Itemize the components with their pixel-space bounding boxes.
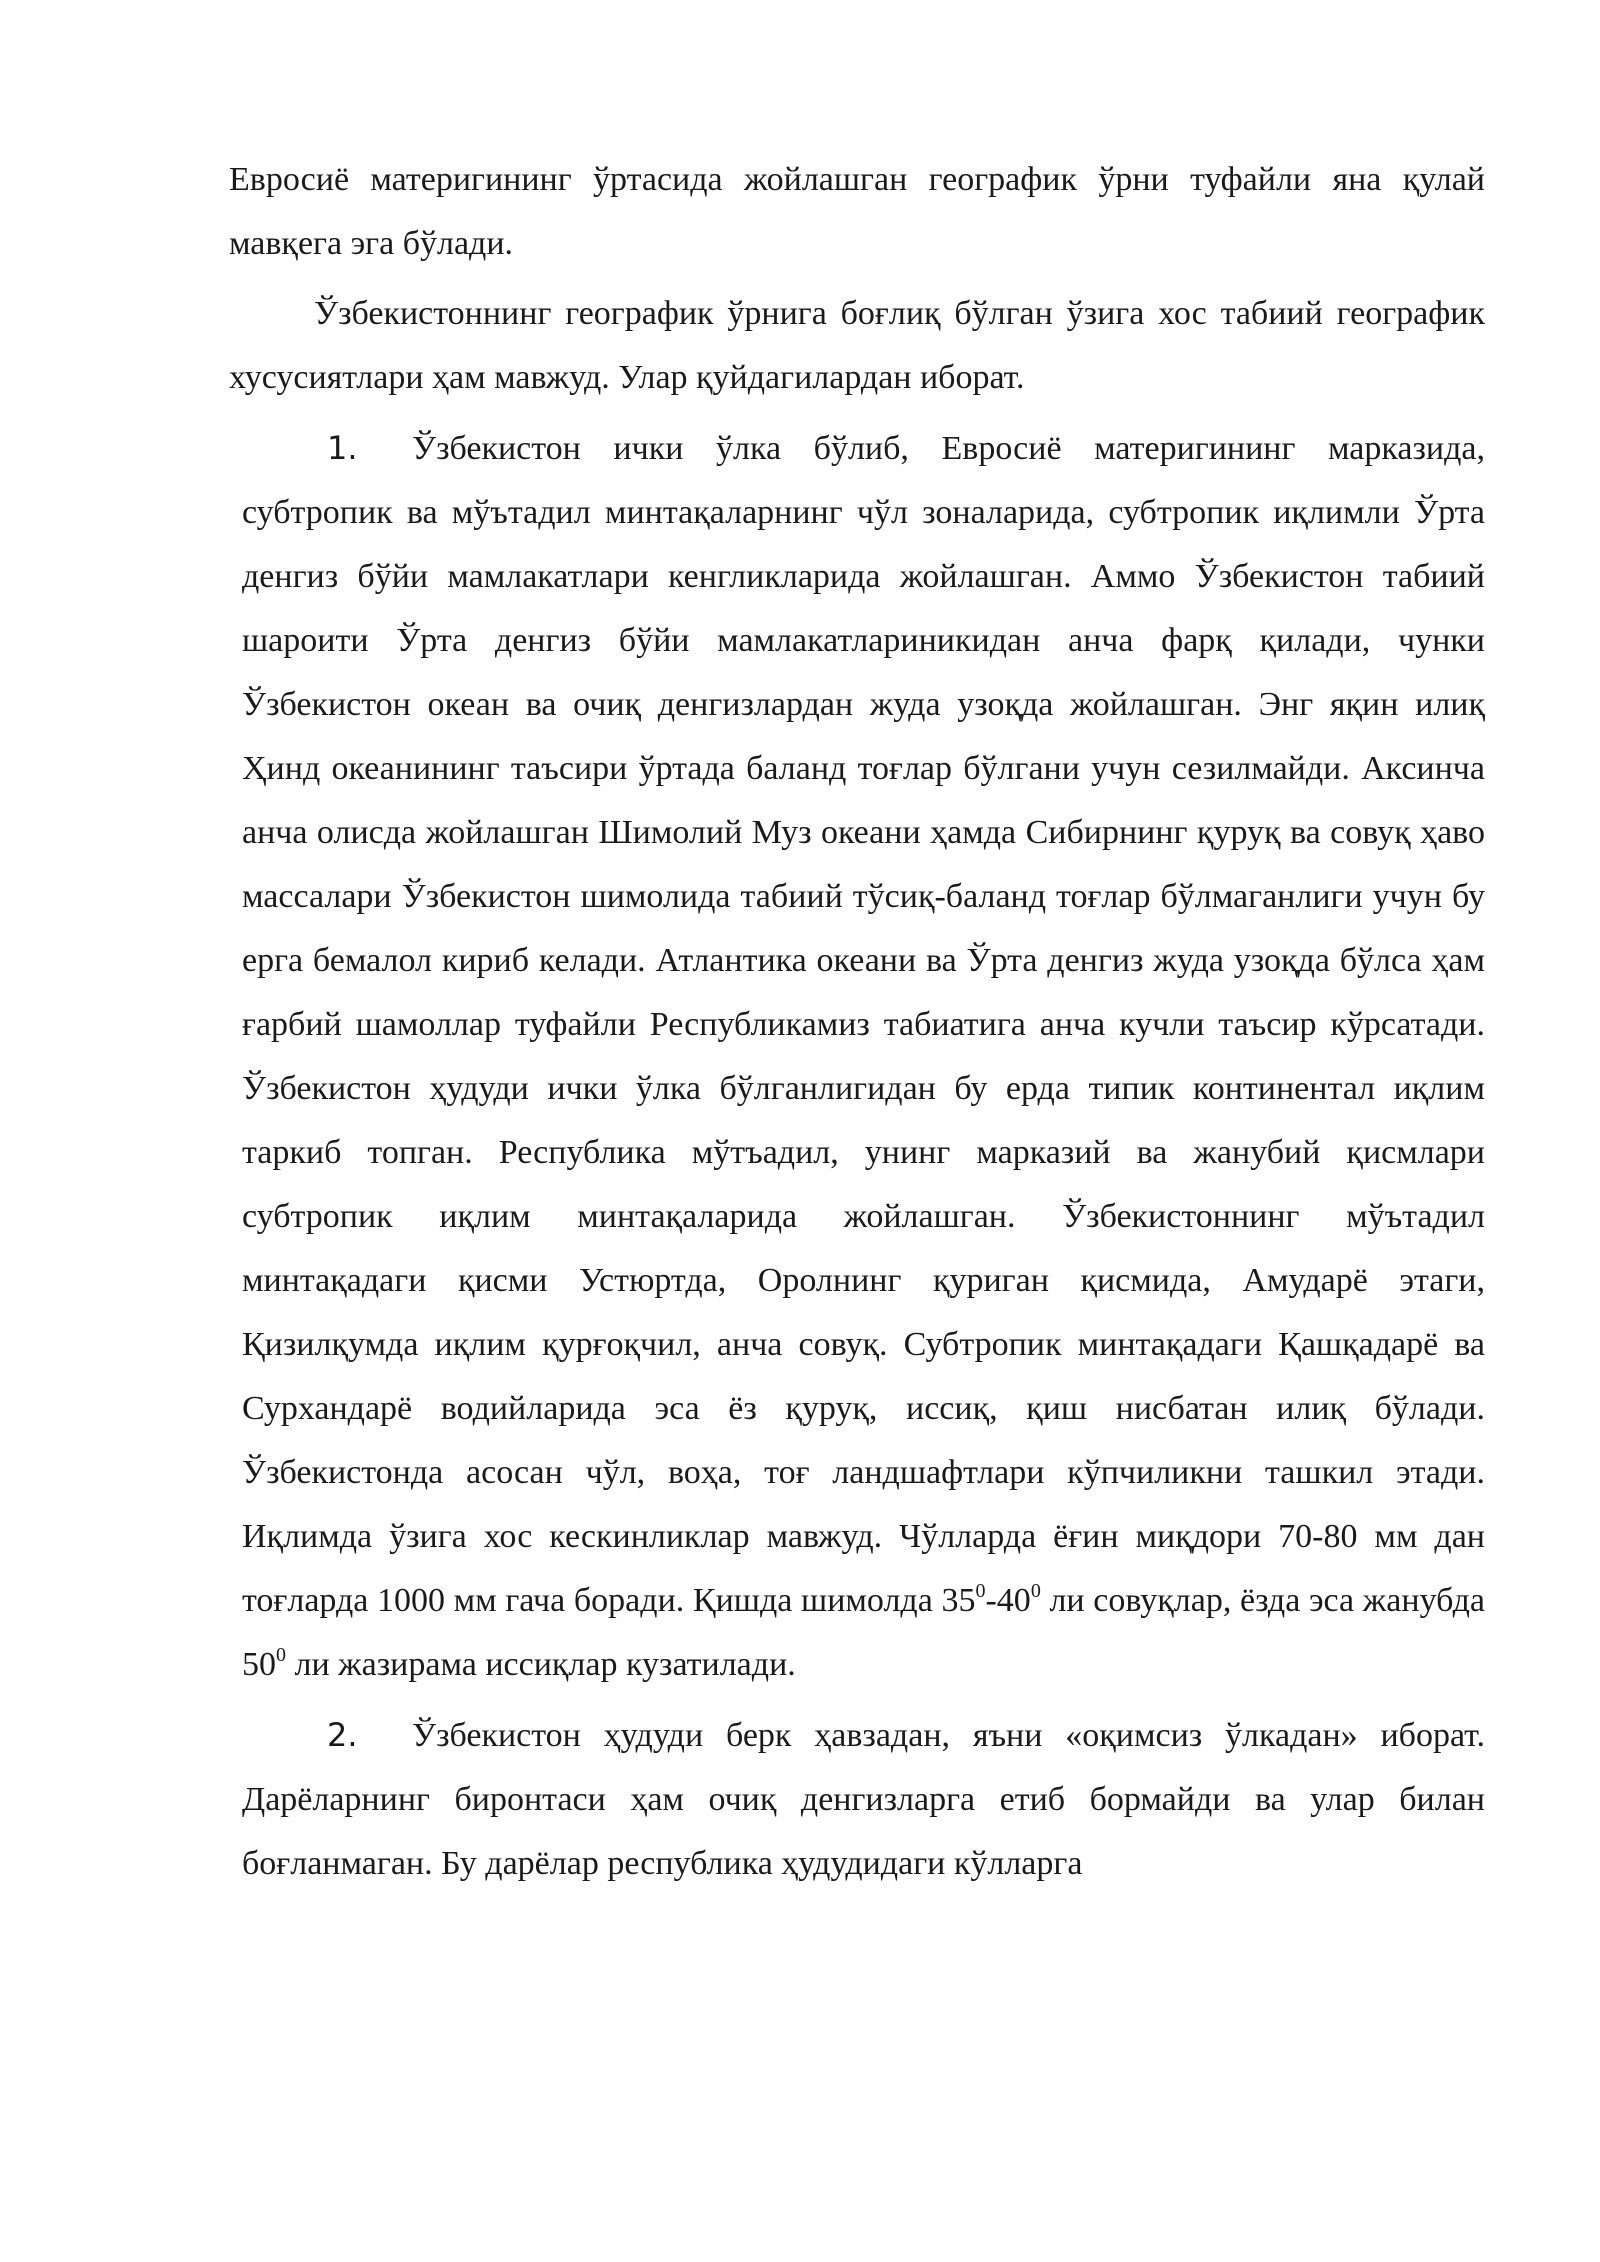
paragraph-intro: Ўзбекистоннинг географик ўрнига боғлиқ бўлган ўзига хос табиий географик хусусиятлари ҳам мавжуд. Улар қуйдагилардан иборат. (229, 295, 1485, 396)
list-item-text: -40 (985, 1582, 1031, 1619)
degree-superscript: 0 (1030, 1579, 1041, 1602)
document-body (229, 148, 1485, 1896)
list-item-text: ли жазирама иссиқлар кузатилади. (286, 1646, 796, 1683)
list-item-text: ли совуқлар, ёзда эса жанубда 50 (242, 1582, 1485, 1683)
list-item-1 (242, 416, 1485, 1697)
degree-superscript: 0 (276, 1643, 286, 1666)
degree-superscript: 0 (975, 1579, 986, 1602)
list-item-text: Ўзбекистон ички ўлка бўлиб, Евросиё материгининг марказида, субтропик ва мўътадил минтақаларнинг чўл зоналарида, субтропик иқлимли Ўрта денгиз бўйи мамлакатлари кенгликларида жойлашган. Аммо Ўзбекистон табиий шароити Ўрта денгиз бўйи мамлакатлариникидан анча фарқ қилади, чунки Ўзбекистон океан ва очиқ денгизлардан жуда узоқда жойлашган. Энг яқин илиқ Ҳинд океанининг таъсири ўртада баланд тоғлар бўлгани учун сезилмайди. Аксинча анча олисда жойлашган Шимолий Муз океани ҳамда Сибирнинг қуруқ ва совуқ ҳаво массалари Ўзбекистон шимолида табиий тўсиқ-баланд тоғлар бўлмаганлиги учун бу ерга бемалол кириб келади. Атлантика океани ва Ўрта денгиз жуда узоқда бўлса ҳам ғарбий шамоллар туфайли Республикамиз табиатига анча кучли таъсир кўрсатади. Ўзбекистон ҳудуди ички ўлка бўлганлигидан бу ерда типик континентал иқлим таркиб топган. Республика мўтъадил, унинг марказий ва жанубий қисмлари субтропик иқлим минтақаларида жойлашган. Ўзбекистоннинг мўътадил минтақадаги қисми Устюртда, Оролнинг қуриган қисмида, Амударё этаги, Қизилқумда иқлим қурғоқчил, анча совуқ. Субтропик минтақадаги Қашқадарё ва Сурхандарё водийларида эса ёз қуруқ, иссиқ, қиш нисбатан илиқ бўлади. Ўзбекистонда асосан чўл, воҳа, тоғ ландшафтлари кўпчиликни ташкил этади. Иқлимда ўзига хос кескинликлар мавжуд. Чўлларда ёғин миқдори 70-80 мм дан тоғларда 1000 мм гача боради. Қишда шимолда 35 (242, 430, 1485, 1619)
list-number: 1. (327, 429, 358, 467)
paragraph-continuation: Евросиё материгининг ўртасида жойлашган географик ўрни туфайли яна қулай мавқега эга бўлади. (229, 161, 1485, 262)
list-item-text: Ўзбекистон ҳудуди берк ҳавзадан, яъни «оқимсиз ўлкадан» иборат. Дарёларнинг биронтаси ҳам очиқ денгизларга етиб бормайди ва улар билан боғланмаган. Бу дарёлар республика ҳудудидаги кўлларга (242, 1717, 1485, 1882)
list-item-2 (242, 1703, 1485, 1896)
list-number: 2. (327, 1716, 358, 1754)
